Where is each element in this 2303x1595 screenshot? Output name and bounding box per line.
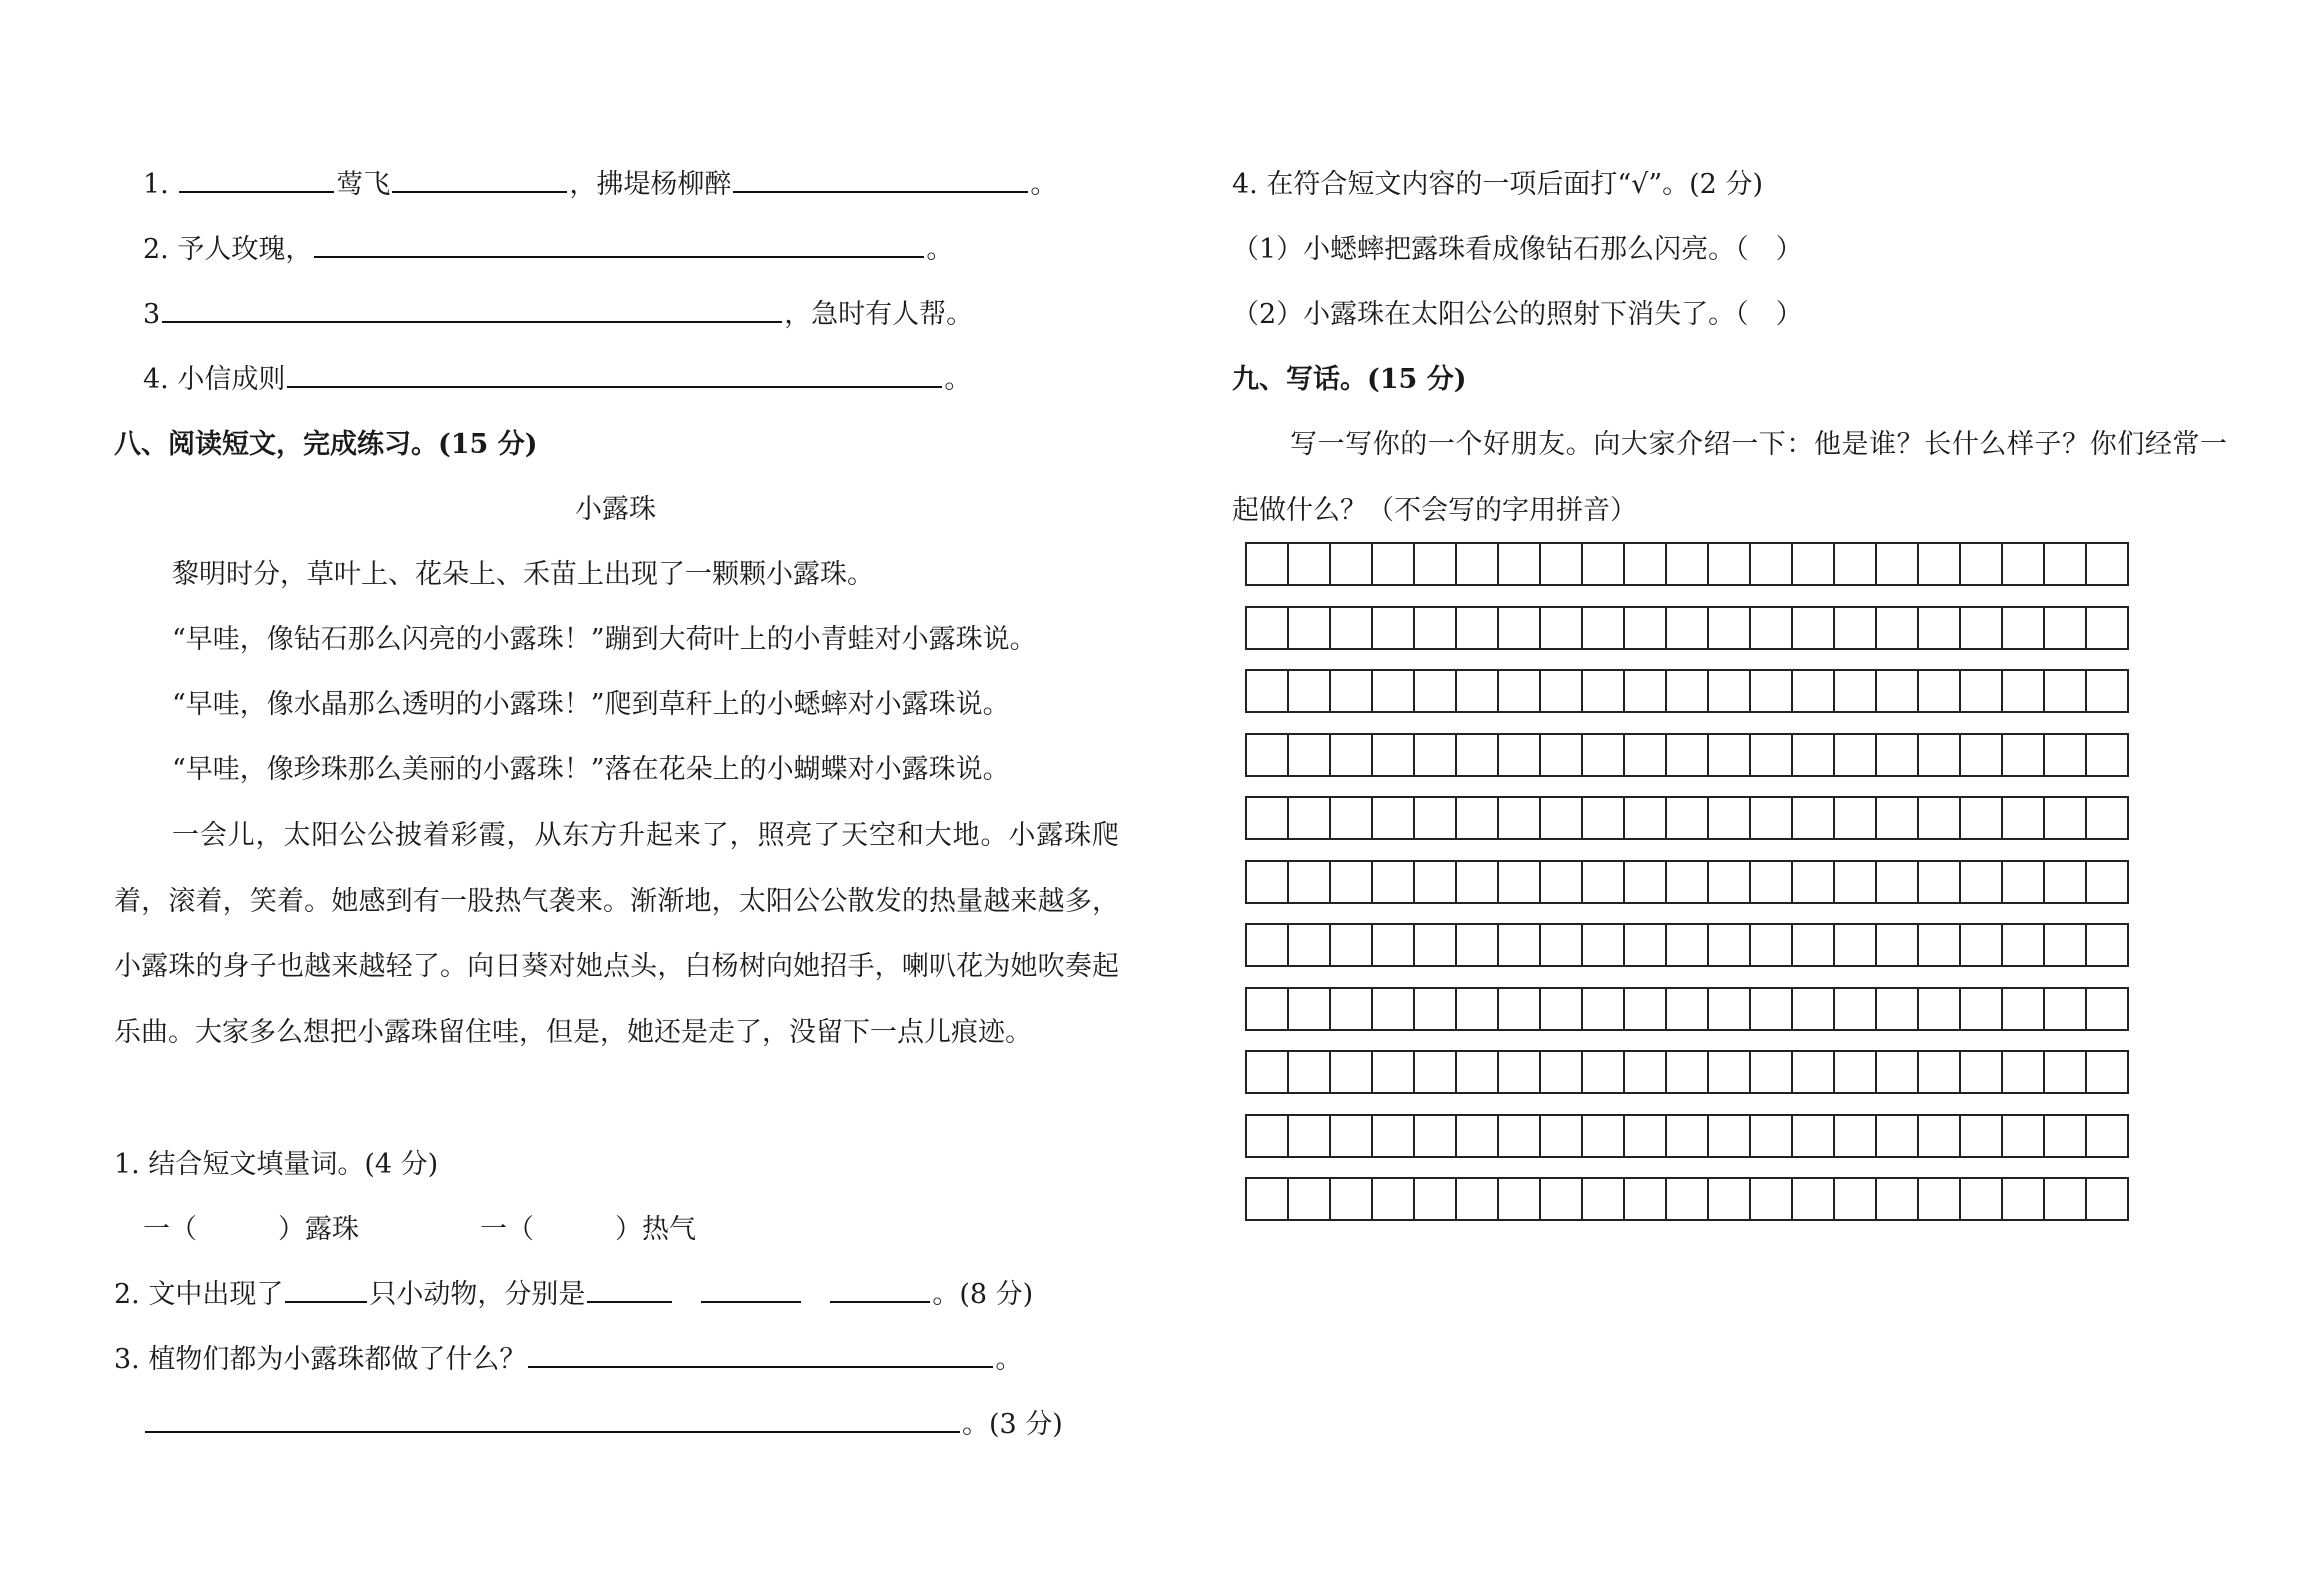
grid-cell[interactable] — [2001, 923, 2045, 967]
grid-cell[interactable] — [1665, 923, 1709, 967]
grid-cell[interactable] — [1497, 1177, 1541, 1221]
grid-cell[interactable] — [1623, 1114, 1667, 1158]
grid-cell[interactable] — [1245, 542, 1289, 586]
grid-cell[interactable] — [1959, 669, 2003, 713]
grid-cell[interactable] — [1413, 1177, 1457, 1221]
grid-cell[interactable] — [1581, 542, 1625, 586]
question-4-option-2[interactable]: （2）小露珠在太阳公公的照射下消失了。（ ） — [1232, 299, 1803, 330]
grid-cell[interactable] — [2043, 987, 2087, 1031]
grid-cell[interactable] — [1539, 1177, 1583, 1221]
grid-cell[interactable] — [1287, 1050, 1331, 1094]
grid-cell[interactable] — [1875, 1177, 1919, 1221]
grid-cell[interactable] — [1329, 542, 1373, 586]
prompt-text: 2. 予人玫瑰， — [143, 234, 313, 265]
grid-cell[interactable] — [1749, 606, 1793, 650]
grid-cell[interactable] — [1413, 1050, 1457, 1094]
grid-cell[interactable] — [1707, 1114, 1751, 1158]
answer-blank[interactable] — [162, 297, 782, 323]
grid-row — [1245, 796, 2129, 840]
question-3 — [114, 1342, 1022, 1378]
grid-cell[interactable] — [1329, 796, 1373, 840]
measure-word-热气[interactable]: 一（ ）热气 — [480, 1214, 696, 1245]
grid-cell[interactable] — [2085, 1050, 2129, 1094]
grid-cell[interactable] — [1791, 860, 1835, 904]
grid-cell[interactable] — [1749, 923, 1793, 967]
grid-cell[interactable] — [2043, 923, 2087, 967]
grid-cell[interactable] — [1581, 733, 1625, 777]
grid-cell[interactable] — [1371, 542, 1415, 586]
punctuation: 。(3 分) — [962, 1409, 1063, 1440]
grid-cell[interactable] — [1833, 606, 1877, 650]
grid-cell[interactable] — [1287, 1114, 1331, 1158]
grid-cell[interactable] — [1623, 860, 1667, 904]
grid-cell[interactable] — [1539, 796, 1583, 840]
answer-blank[interactable] — [830, 1277, 930, 1303]
grid-cell[interactable] — [1413, 923, 1457, 967]
answer-blank[interactable] — [314, 232, 924, 258]
grid-cell[interactable] — [1791, 542, 1835, 586]
grid-cell[interactable] — [1539, 923, 1583, 967]
grid-cell[interactable] — [1749, 542, 1793, 586]
prompt-text: ，急时有人帮。 — [784, 299, 974, 330]
grid-cell[interactable] — [1371, 669, 1415, 713]
grid-cell[interactable] — [1665, 542, 1709, 586]
grid-cell[interactable] — [2085, 1177, 2129, 1221]
grid-cell[interactable] — [1791, 606, 1835, 650]
fill-item-4 — [143, 362, 971, 398]
answer-blank[interactable] — [392, 167, 567, 193]
story-paragraph-5: 一会儿，太阳公公披着彩霞，从东方升起来了，照亮了天空和大地。小露珠爬着，滚着，笑着。她感到有一股热气袭来。渐渐地，太阳公公散发的热量越来越多，小露珠的身子也越来越轻了。向日葵对她点头，白杨树向她招手，喇叭花为她吹奏起乐曲。大家多么想把小露珠留住哇，但是，她还是走了，没留下一点儿痕迹。 — [114, 820, 1119, 1048]
answer-blank[interactable] — [528, 1342, 993, 1368]
grid-cell[interactable] — [1623, 1050, 1667, 1094]
grid-cell[interactable] — [1707, 669, 1751, 713]
grid-cell[interactable] — [2043, 1050, 2087, 1094]
grid-cell[interactable] — [1875, 1114, 1919, 1158]
grid-cell[interactable] — [1917, 987, 1961, 1031]
grid-cell[interactable] — [1875, 860, 1919, 904]
grid-cell[interactable] — [1917, 860, 1961, 904]
item-number: 1. — [143, 169, 169, 200]
grid-cell[interactable] — [1623, 987, 1667, 1031]
grid-row — [1245, 606, 2129, 650]
punctuation: 。 — [1030, 169, 1058, 200]
grid-cell[interactable] — [2043, 606, 2087, 650]
grid-cell[interactable] — [1791, 733, 1835, 777]
grid-cell[interactable] — [1959, 542, 2003, 586]
grid-cell[interactable] — [1413, 542, 1457, 586]
grid-cell[interactable] — [1497, 796, 1541, 840]
grid-cell[interactable] — [1791, 1050, 1835, 1094]
grid-cell[interactable] — [1455, 923, 1499, 967]
question-1: 1. 结合短文填量词。(4 分) — [114, 1149, 439, 1180]
question-4-title: 4. 在符合短文内容的一项后面打“√”。(2 分) — [1232, 169, 1763, 200]
question-4-option-1[interactable]: （1）小蟋蟀把露珠看成像钻石那么闪亮。（ ） — [1232, 234, 1803, 265]
prompt-text: 莺飞 — [336, 169, 391, 200]
grid-cell[interactable] — [1665, 860, 1709, 904]
grid-cell[interactable] — [1371, 860, 1415, 904]
grid-cell[interactable] — [2085, 860, 2129, 904]
punctuation: 。 — [926, 234, 954, 265]
grid-cell[interactable] — [1707, 1177, 1751, 1221]
grid-cell[interactable] — [1371, 1114, 1415, 1158]
grid-cell[interactable] — [1245, 733, 1289, 777]
grid-cell[interactable] — [1329, 1177, 1373, 1221]
grid-cell[interactable] — [1497, 860, 1541, 904]
grid-cell[interactable] — [2085, 987, 2129, 1031]
grid-cell[interactable] — [1329, 606, 1373, 650]
grid-cell[interactable] — [1329, 1050, 1373, 1094]
grid-cell[interactable] — [1707, 987, 1751, 1031]
grid-cell[interactable] — [1371, 1177, 1415, 1221]
answer-blank[interactable] — [733, 167, 1028, 193]
grid-cell[interactable] — [1413, 987, 1457, 1031]
grid-cell[interactable] — [1497, 669, 1541, 713]
grid-cell[interactable] — [1539, 860, 1583, 904]
punctuation: 。(8 分) — [932, 1279, 1034, 1310]
grid-cell[interactable] — [1245, 1177, 1289, 1221]
grid-cell[interactable] — [1665, 733, 1709, 777]
grid-cell[interactable] — [1413, 1114, 1457, 1158]
grid-cell[interactable] — [1539, 606, 1583, 650]
punctuation: 。 — [995, 1344, 1023, 1375]
grid-cell[interactable] — [1539, 542, 1583, 586]
grid-cell[interactable] — [1329, 1114, 1373, 1158]
grid-cell[interactable] — [1497, 923, 1541, 967]
grid-row — [1245, 733, 2129, 777]
grid-cell[interactable] — [1455, 542, 1499, 586]
grid-cell[interactable] — [1833, 923, 1877, 967]
grid-cell[interactable] — [1749, 860, 1793, 904]
grid-cell[interactable] — [1245, 923, 1289, 967]
grid-cell[interactable] — [1833, 796, 1877, 840]
grid-cell[interactable] — [1665, 1114, 1709, 1158]
grid-cell[interactable] — [1833, 733, 1877, 777]
grid-cell[interactable] — [2085, 542, 2129, 586]
grid-cell[interactable] — [1539, 669, 1583, 713]
grid-cell[interactable] — [1833, 1114, 1877, 1158]
grid-cell[interactable] — [1875, 923, 1919, 967]
grid-cell[interactable] — [2043, 733, 2087, 777]
grid-cell[interactable] — [2001, 733, 2045, 777]
grid-cell[interactable] — [1875, 733, 1919, 777]
grid-cell[interactable] — [1413, 606, 1457, 650]
grid-cell[interactable] — [1707, 542, 1751, 586]
grid-cell[interactable] — [2085, 923, 2129, 967]
grid-cell[interactable] — [1623, 606, 1667, 650]
grid-cell[interactable] — [1623, 733, 1667, 777]
grid-cell[interactable] — [1455, 1114, 1499, 1158]
grid-cell[interactable] — [1749, 987, 1793, 1031]
grid-cell[interactable] — [1371, 987, 1415, 1031]
grid-cell[interactable] — [1665, 1177, 1709, 1221]
prompt-text: 3. 植物们都为小露珠都做了什么？ — [114, 1344, 527, 1375]
grid-cell[interactable] — [1245, 669, 1289, 713]
grid-cell[interactable] — [1833, 1177, 1877, 1221]
grid-cell[interactable] — [1455, 1050, 1499, 1094]
section-9-title: 九、写话。(15 分) — [1232, 364, 1467, 395]
grid-cell[interactable] — [1791, 796, 1835, 840]
grid-cell[interactable] — [1833, 542, 1877, 586]
grid-cell[interactable] — [1749, 1177, 1793, 1221]
grid-cell[interactable] — [1875, 796, 1919, 840]
grid-cell[interactable] — [1623, 1177, 1667, 1221]
grid-cell[interactable] — [1917, 733, 1961, 777]
grid-cell[interactable] — [1497, 987, 1541, 1031]
grid-cell[interactable] — [1917, 606, 1961, 650]
grid-cell[interactable] — [1245, 987, 1289, 1031]
grid-cell[interactable] — [1917, 923, 1961, 967]
grid-cell[interactable] — [1791, 1114, 1835, 1158]
grid-cell[interactable] — [1833, 860, 1877, 904]
grid-cell[interactable] — [1707, 860, 1751, 904]
grid-cell[interactable] — [1581, 987, 1625, 1031]
grid-cell[interactable] — [1833, 987, 1877, 1031]
grid-cell[interactable] — [1455, 606, 1499, 650]
grid-cell[interactable] — [1959, 1050, 2003, 1094]
grid-cell[interactable] — [1371, 796, 1415, 840]
story-paragraph-1: 黎明时分，草叶上、花朵上、禾苗上出现了一颗颗小露珠。 — [172, 559, 874, 590]
grid-cell[interactable] — [2085, 669, 2129, 713]
grid-cell[interactable] — [1287, 733, 1331, 777]
grid-cell[interactable] — [1875, 669, 1919, 713]
grid-cell[interactable] — [1623, 796, 1667, 840]
grid-cell[interactable] — [1497, 1114, 1541, 1158]
grid-row — [1245, 1114, 2129, 1158]
answer-blank[interactable] — [179, 167, 334, 193]
answer-blank[interactable] — [701, 1277, 801, 1303]
grid-cell[interactable] — [1455, 796, 1499, 840]
grid-cell[interactable] — [1287, 1177, 1331, 1221]
grid-cell[interactable] — [1665, 606, 1709, 650]
grid-cell[interactable] — [1707, 796, 1751, 840]
grid-cell[interactable] — [2043, 542, 2087, 586]
grid-cell[interactable] — [1245, 796, 1289, 840]
grid-cell[interactable] — [1917, 1114, 1961, 1158]
grid-cell[interactable] — [1371, 733, 1415, 777]
grid-cell[interactable] — [1791, 1177, 1835, 1221]
grid-cell[interactable] — [1581, 1050, 1625, 1094]
grid-cell[interactable] — [1707, 733, 1751, 777]
grid-cell[interactable] — [1917, 542, 1961, 586]
grid-cell[interactable] — [2085, 733, 2129, 777]
grid-cell[interactable] — [1329, 987, 1373, 1031]
grid-cell[interactable] — [2001, 542, 2045, 586]
question-3-line-2 — [143, 1407, 1063, 1443]
grid-cell[interactable] — [1623, 669, 1667, 713]
grid-cell[interactable] — [1581, 1177, 1625, 1221]
grid-cell[interactable] — [2085, 796, 2129, 840]
grid-cell[interactable] — [2085, 1114, 2129, 1158]
grid-cell[interactable] — [1371, 606, 1415, 650]
grid-cell[interactable] — [1959, 1114, 2003, 1158]
story-paragraph-2: “早哇，像钻石那么闪亮的小露珠！”蹦到大荷叶上的小青蛙对小露珠说。 — [172, 624, 1037, 655]
grid-cell[interactable] — [1539, 1050, 1583, 1094]
grid-cell[interactable] — [2043, 1177, 2087, 1221]
grid-cell[interactable] — [1581, 796, 1625, 840]
grid-cell[interactable] — [1749, 1114, 1793, 1158]
grid-cell[interactable] — [1917, 1050, 1961, 1094]
grid-cell[interactable] — [1959, 860, 2003, 904]
grid-cell[interactable] — [1455, 860, 1499, 904]
grid-cell[interactable] — [2001, 669, 2045, 713]
grid-cell[interactable] — [1455, 1177, 1499, 1221]
fill-item-3 — [143, 297, 973, 333]
answer-blank[interactable] — [145, 1407, 960, 1433]
grid-cell[interactable] — [1581, 669, 1625, 713]
grid-cell[interactable] — [1875, 1050, 1919, 1094]
answer-blank[interactable] — [287, 362, 942, 388]
grid-cell[interactable] — [1959, 987, 2003, 1031]
grid-cell[interactable] — [1413, 733, 1457, 777]
prompt-text: 2. 文中出现了 — [114, 1279, 284, 1310]
answer-blank[interactable] — [285, 1277, 367, 1303]
grid-cell[interactable] — [1455, 669, 1499, 713]
grid-cell[interactable] — [1581, 606, 1625, 650]
grid-cell[interactable] — [1245, 860, 1289, 904]
grid-cell[interactable] — [2001, 1177, 2045, 1221]
grid-cell[interactable] — [1917, 1177, 1961, 1221]
grid-cell[interactable] — [1287, 796, 1331, 840]
grid-cell[interactable] — [1791, 923, 1835, 967]
grid-cell[interactable] — [1665, 1050, 1709, 1094]
grid-cell[interactable] — [1539, 1114, 1583, 1158]
grid-cell[interactable] — [1581, 1114, 1625, 1158]
fill-item-2 — [143, 232, 953, 268]
grid-cell[interactable] — [1833, 669, 1877, 713]
grid-cell[interactable] — [1749, 796, 1793, 840]
grid-row — [1245, 923, 2129, 967]
grid-cell[interactable] — [1959, 923, 2003, 967]
writing-prompt: 写一写你的一个好朋友。向大家介绍一下：他是谁？长什么样子？你们经常一起做什么？（不会写的字用拼音） — [1232, 429, 2227, 526]
grid-cell[interactable] — [1329, 860, 1373, 904]
grid-cell[interactable] — [1287, 987, 1331, 1031]
grid-cell[interactable] — [1329, 669, 1373, 713]
grid-cell[interactable] — [1497, 606, 1541, 650]
grid-cell[interactable] — [2001, 987, 2045, 1031]
grid-cell[interactable] — [1497, 542, 1541, 586]
grid-cell[interactable] — [2043, 669, 2087, 713]
grid-cell[interactable] — [1539, 733, 1583, 777]
grid-cell[interactable] — [1413, 860, 1457, 904]
grid-cell[interactable] — [1287, 923, 1331, 967]
grid-cell[interactable] — [1245, 1114, 1289, 1158]
grid-cell[interactable] — [1413, 796, 1457, 840]
measure-word-露珠[interactable]: 一（ ）露珠 — [143, 1214, 359, 1245]
grid-cell[interactable] — [2043, 860, 2087, 904]
grid-cell[interactable] — [1287, 542, 1331, 586]
grid-cell[interactable] — [1833, 1050, 1877, 1094]
grid-cell[interactable] — [2043, 796, 2087, 840]
grid-row — [1245, 1050, 2129, 1094]
prompt-text: 只小动物，分别是 — [369, 1279, 586, 1310]
grid-cell[interactable] — [2001, 860, 2045, 904]
section-8-title: 八、阅读短文，完成练习。(15 分) — [114, 429, 538, 460]
grid-cell[interactable] — [1287, 860, 1331, 904]
story-paragraph-3: “早哇，像水晶那么透明的小露珠！”爬到草秆上的小蟋蟀对小露珠说。 — [172, 689, 1010, 720]
grid-cell[interactable] — [1959, 796, 2003, 840]
grid-cell[interactable] — [2043, 1114, 2087, 1158]
grid-cell[interactable] — [1329, 923, 1373, 967]
grid-cell[interactable] — [1497, 733, 1541, 777]
story-title: 小露珠 — [575, 494, 656, 525]
answer-blank[interactable] — [587, 1277, 672, 1303]
grid-cell[interactable] — [2001, 796, 2045, 840]
grid-cell[interactable] — [1371, 1050, 1415, 1094]
grid-cell[interactable] — [1455, 733, 1499, 777]
prompt-text: ，拂堤杨柳醉 — [569, 169, 732, 200]
grid-row — [1245, 860, 2129, 904]
grid-cell[interactable] — [1581, 923, 1625, 967]
grid-cell[interactable] — [1287, 606, 1331, 650]
grid-cell[interactable] — [1665, 987, 1709, 1031]
prompt-text: 4. 小信成则 — [143, 364, 286, 395]
grid-cell[interactable] — [1749, 1050, 1793, 1094]
grid-cell[interactable] — [1539, 987, 1583, 1031]
grid-cell[interactable] — [1791, 987, 1835, 1031]
grid-cell[interactable] — [1959, 733, 2003, 777]
grid-cell[interactable] — [1413, 669, 1457, 713]
grid-cell[interactable] — [1329, 733, 1373, 777]
grid-cell[interactable] — [1791, 669, 1835, 713]
grid-cell[interactable] — [1707, 923, 1751, 967]
grid-row — [1245, 987, 2129, 1031]
grid-cell[interactable] — [2085, 606, 2129, 650]
grid-cell[interactable] — [2001, 1114, 2045, 1158]
grid-cell[interactable] — [1623, 923, 1667, 967]
grid-cell[interactable] — [1749, 733, 1793, 777]
grid-cell[interactable] — [1665, 669, 1709, 713]
grid-row — [1245, 542, 2129, 586]
grid-cell[interactable] — [2001, 1050, 2045, 1094]
grid-cell[interactable] — [1959, 606, 2003, 650]
grid-cell[interactable] — [2001, 606, 2045, 650]
grid-cell[interactable] — [1623, 542, 1667, 586]
grid-cell[interactable] — [1665, 796, 1709, 840]
grid-cell[interactable] — [1497, 1050, 1541, 1094]
grid-cell[interactable] — [1875, 542, 1919, 586]
grid-cell[interactable] — [1245, 1050, 1289, 1094]
grid-cell[interactable] — [1287, 669, 1331, 713]
question-2 — [114, 1277, 1033, 1313]
grid-cell[interactable] — [1455, 987, 1499, 1031]
grid-cell[interactable] — [1875, 606, 1919, 650]
grid-cell[interactable] — [1917, 669, 1961, 713]
grid-cell[interactable] — [1959, 1177, 2003, 1221]
grid-cell[interactable] — [1707, 606, 1751, 650]
grid-row — [1245, 669, 2129, 713]
grid-cell[interactable] — [1707, 1050, 1751, 1094]
grid-cell[interactable] — [1749, 669, 1793, 713]
fill-item-1 — [143, 167, 1057, 203]
grid-cell[interactable] — [1245, 606, 1289, 650]
grid-row — [1245, 1177, 2129, 1221]
grid-cell[interactable] — [1917, 796, 1961, 840]
punctuation: 。 — [944, 364, 972, 395]
grid-cell[interactable] — [1581, 860, 1625, 904]
grid-cell[interactable] — [1875, 987, 1919, 1031]
story-paragraph-4: “早哇，像珍珠那么美丽的小露珠！”落在花朵上的小蝴蝶对小露珠说。 — [172, 754, 1010, 785]
grid-cell[interactable] — [1371, 923, 1415, 967]
item-number: 3 — [143, 299, 161, 330]
